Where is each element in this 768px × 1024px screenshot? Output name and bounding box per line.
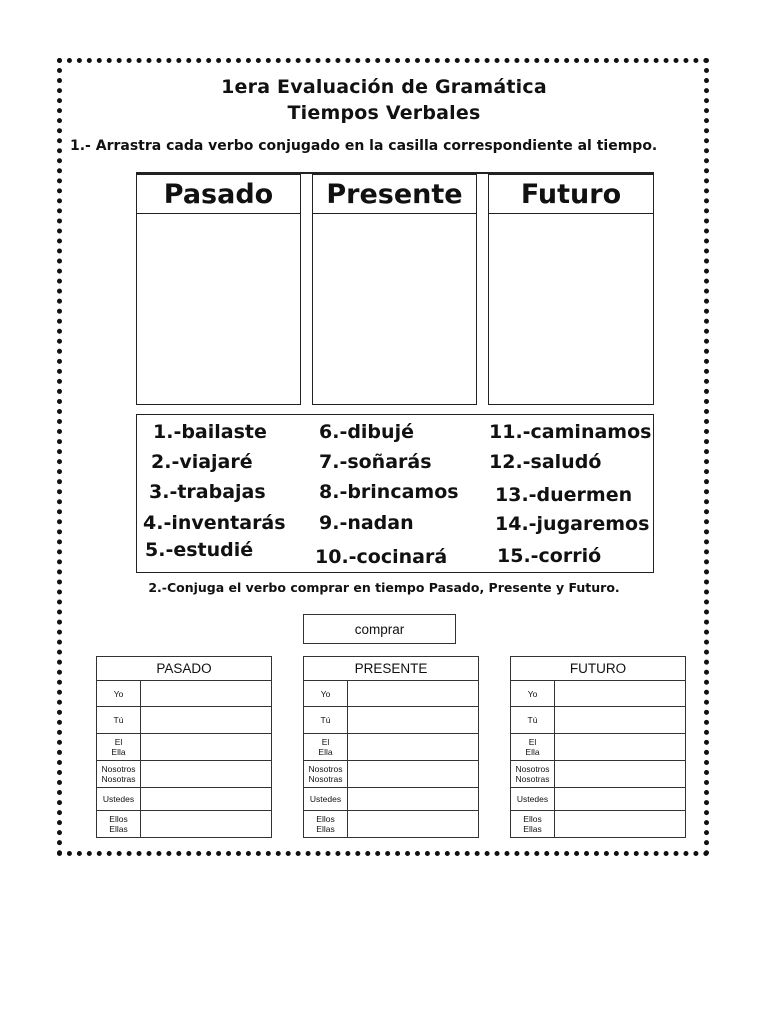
drop-zone-presente[interactable] bbox=[312, 174, 477, 405]
answer-cell[interactable] bbox=[348, 811, 479, 838]
drop-zone-header: Presente bbox=[313, 175, 476, 214]
draggable-verb[interactable]: 2.-viajaré bbox=[151, 451, 253, 473]
draggable-verb[interactable]: 12.-saludó bbox=[489, 451, 602, 473]
pronoun-cell: Tú bbox=[304, 707, 348, 734]
verb-box-comprar: comprar bbox=[303, 614, 456, 644]
draggable-verb[interactable]: 1.-bailaste bbox=[153, 421, 267, 443]
pronoun-cell: Ellos Ellas bbox=[511, 811, 555, 838]
draggable-verb[interactable]: 10.-cocinará bbox=[315, 546, 448, 568]
draggable-verb[interactable]: 15.-corrió bbox=[497, 545, 602, 567]
instruction-1: 1.- Arrastra cada verbo conjugado en la casilla correspondiente al tiempo. bbox=[70, 138, 658, 154]
verb-bank bbox=[136, 414, 654, 573]
draggable-verb[interactable]: 14.-jugaremos bbox=[495, 513, 650, 535]
draggable-verb[interactable]: 7.-soñarás bbox=[319, 451, 432, 473]
pronoun-cell: Nosotros Nosotras bbox=[304, 761, 348, 788]
answer-cell[interactable] bbox=[348, 788, 479, 811]
answer-cell[interactable] bbox=[141, 761, 272, 788]
draggable-verb[interactable]: 3.-trabajas bbox=[149, 481, 266, 503]
drop-zone-pasado[interactable] bbox=[136, 174, 301, 405]
pronoun-cell: Ustedes bbox=[511, 788, 555, 811]
conjugation-table-futuro bbox=[510, 656, 686, 838]
answer-cell[interactable] bbox=[555, 788, 686, 811]
pronoun-cell: Tú bbox=[97, 707, 141, 734]
draggable-verb[interactable]: 9.-nadan bbox=[319, 512, 414, 534]
answer-cell[interactable] bbox=[555, 761, 686, 788]
drop-zone-futuro[interactable] bbox=[488, 174, 654, 405]
answer-cell[interactable] bbox=[141, 811, 272, 838]
drop-zone-header: Futuro bbox=[489, 175, 653, 214]
worksheet-subtitle: Tiempos Verbales bbox=[287, 102, 481, 124]
pronoun-cell: Yo bbox=[97, 681, 141, 707]
table-header: PRESENTE bbox=[304, 657, 479, 681]
worksheet-title: 1era Evaluación de Gramática bbox=[221, 76, 547, 98]
pronoun-cell: Tú bbox=[511, 707, 555, 734]
answer-cell[interactable] bbox=[141, 681, 272, 707]
draggable-verb[interactable]: 5.-estudié bbox=[145, 539, 254, 561]
answer-cell[interactable] bbox=[555, 681, 686, 707]
pronoun-cell: Nosotros Nosotras bbox=[97, 761, 141, 788]
answer-cell[interactable] bbox=[141, 734, 272, 761]
pronoun-cell: Ustedes bbox=[304, 788, 348, 811]
pronoun-cell: Ustedes bbox=[97, 788, 141, 811]
draggable-verb[interactable]: 6.-dibujé bbox=[319, 421, 414, 443]
answer-cell[interactable] bbox=[141, 788, 272, 811]
draggable-verb[interactable]: 13.-duermen bbox=[495, 484, 633, 506]
answer-cell[interactable] bbox=[348, 707, 479, 734]
pronoun-cell: Yo bbox=[511, 681, 555, 707]
draggable-verb[interactable]: 8.-brincamos bbox=[319, 481, 459, 503]
answer-cell[interactable] bbox=[348, 761, 479, 788]
answer-cell[interactable] bbox=[555, 734, 686, 761]
draggable-verb[interactable]: 4.-inventarás bbox=[143, 512, 286, 534]
table-header: FUTURO bbox=[511, 657, 686, 681]
pronoun-cell: Ellos Ellas bbox=[304, 811, 348, 838]
pronoun-cell: El Ella bbox=[304, 734, 348, 761]
pronoun-cell: Ellos Ellas bbox=[97, 811, 141, 838]
pronoun-cell: El Ella bbox=[511, 734, 555, 761]
pronoun-cell: Nosotros Nosotras bbox=[511, 761, 555, 788]
answer-cell[interactable] bbox=[141, 707, 272, 734]
answer-cell[interactable] bbox=[555, 707, 686, 734]
table-header: PASADO bbox=[97, 657, 272, 681]
pronoun-cell: Yo bbox=[304, 681, 348, 707]
answer-cell[interactable] bbox=[348, 734, 479, 761]
answer-cell[interactable] bbox=[555, 811, 686, 838]
conjugation-table-presente bbox=[303, 656, 479, 838]
instruction-2: 2.-Conjuga el verbo comprar en tiempo Pasado, Presente y Futuro. bbox=[148, 580, 620, 595]
conjugation-table-pasado bbox=[96, 656, 272, 838]
answer-cell[interactable] bbox=[348, 681, 479, 707]
drop-zone-header: Pasado bbox=[137, 175, 300, 214]
draggable-verb[interactable]: 11.-caminamos bbox=[489, 421, 652, 443]
pronoun-cell: El Ella bbox=[97, 734, 141, 761]
